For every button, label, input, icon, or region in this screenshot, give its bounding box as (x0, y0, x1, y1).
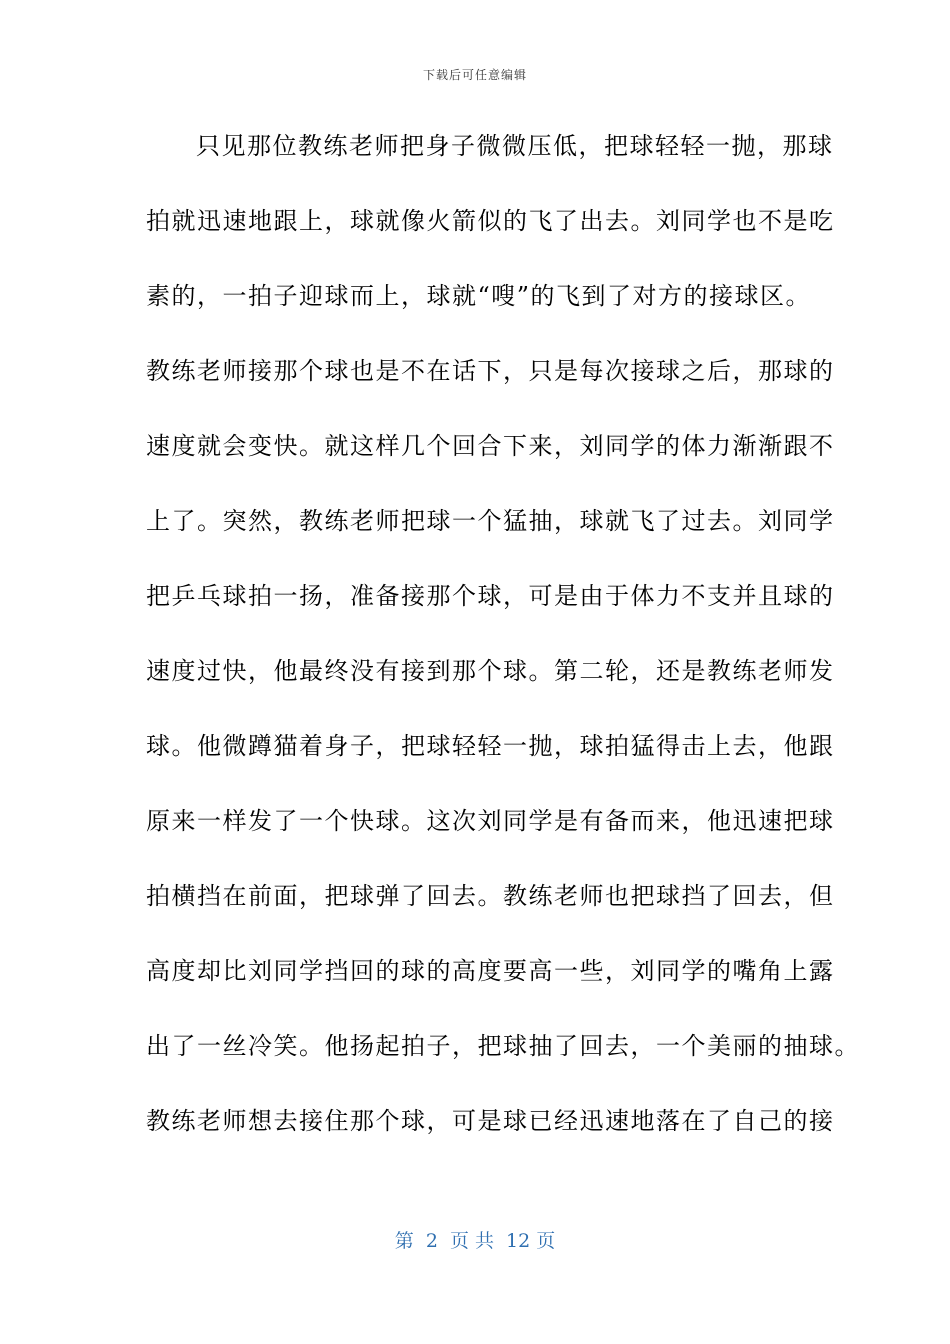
document-body (146, 126, 860, 1176)
body-line: 只见那位教练老师把身子微微压低，把球轻轻一抛，那球 (196, 132, 834, 160)
body-line: 上了。突然，教练老师把球一个猛抽，球就飞了过去。刘同学 (146, 507, 835, 535)
total-pages: 12 (506, 1230, 531, 1252)
body-line: 出了一丝冷笑。他扬起拍子，把球抽了回去，一个美丽的抽球。 (146, 1032, 860, 1060)
body-line: 素的，一拍子迎球而上，球就“嗖”的飞到了对方的接球区。 (146, 282, 812, 310)
page-label-prefix: 第 (394, 1230, 414, 1252)
body-line: 教练老师想去接住那个球，可是球已经迅速地落在了自己的接 (146, 1107, 835, 1135)
body-line: 球。他微蹲猫着身子，把球轻轻一抛，球拍猛得击上去，他跟 (146, 732, 835, 760)
body-line: 原来一样发了一个快球。这次刘同学是有备而来，他迅速把球 (146, 807, 835, 835)
body-line: 教练老师接那个球也是不在话下，只是每次接球之后，那球的 (146, 357, 835, 385)
body-line: 把乒乓球拍一扬，准备接那个球，可是由于体力不支并且球的 (146, 582, 835, 610)
body-line: 拍就迅速地跟上，球就像火箭似的飞了出去。刘同学也不是吃 (146, 207, 835, 235)
current-page: 2 (425, 1230, 438, 1252)
body-line: 速度就会变快。就这样几个回合下来，刘同学的体力渐渐跟不 (146, 432, 835, 460)
body-line: 高度却比刘同学挡回的球的高度要高一些，刘同学的嘴角上露 (146, 957, 835, 985)
page-label-suffix: 页 (536, 1230, 556, 1252)
body-line: 速度过快，他最终没有接到那个球。第二轮，还是教练老师发 (146, 657, 835, 685)
page-number (0, 1226, 950, 1253)
header-note: 下载后可任意编辑 (422, 68, 527, 82)
body-line: 拍横挡在前面，把球弹了回去。教练老师也把球挡了回去，但 (146, 882, 835, 910)
page-label-mid: 页 共 (449, 1230, 494, 1252)
